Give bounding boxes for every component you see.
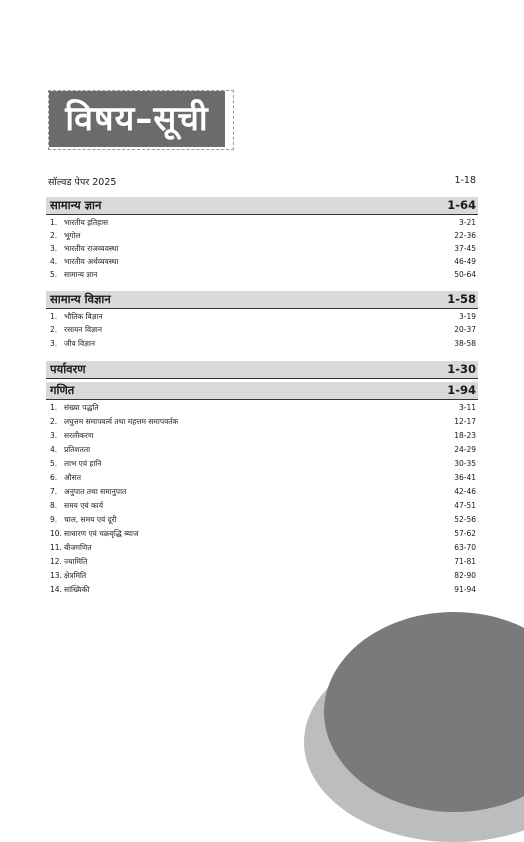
list-item (48, 555, 476, 568)
item-pages: 3-21 (458, 218, 476, 227)
list-item (48, 242, 476, 255)
section-name: गणित (50, 383, 75, 397)
item-pages: 57-62 (454, 529, 476, 538)
item-label: भारतीय अर्थव्यवस्था (64, 257, 119, 266)
section-range: 1-58 (447, 292, 476, 306)
item-number: 1. (50, 403, 58, 412)
list-item (48, 268, 476, 281)
section-name: सामान्य विज्ञान (50, 292, 111, 306)
list-item (48, 499, 476, 512)
item-label: चाल, समय एवं दूरी (64, 515, 117, 524)
page-title: विषय–सूची (49, 91, 225, 147)
item-label: सरलीकरण (64, 431, 94, 440)
item-label: साधारण एवं चक्रवृद्धि ब्याज (64, 529, 139, 538)
item-pages: 20-37 (454, 325, 476, 334)
list-item (48, 216, 476, 229)
item-number: 9. (50, 515, 58, 524)
item-label: भौतिक विज्ञान (64, 312, 103, 321)
item-label: औसत (64, 473, 82, 482)
solved-paper-row (48, 175, 476, 189)
list-item (48, 471, 476, 484)
list-item (48, 541, 476, 554)
item-number: 13. (50, 571, 62, 580)
solved-paper-label: सॉल्वड पेपर 2025 (48, 177, 117, 188)
item-pages: 52-56 (454, 515, 476, 524)
item-number: 6. (50, 473, 58, 482)
item-pages: 71-81 (454, 557, 476, 566)
item-label: अनुपात तथा समानुपात (64, 487, 127, 496)
list-item (48, 443, 476, 456)
section-range: 1-30 (447, 362, 476, 376)
item-pages: 82-90 (454, 571, 476, 580)
list-item (48, 337, 476, 350)
item-label: ज्यामिति (64, 557, 88, 566)
item-number: 14. (50, 585, 62, 594)
item-pages: 3-11 (458, 403, 476, 412)
list-item (48, 229, 476, 242)
solved-paper-pages: 1-18 (454, 175, 476, 186)
item-pages: 36-41 (454, 473, 476, 482)
item-number: 3. (50, 339, 58, 348)
item-number: 5. (50, 270, 58, 279)
item-pages: 42-46 (454, 487, 476, 496)
item-label: क्षेत्रमिति (64, 571, 87, 580)
item-label: भूगोल (64, 231, 81, 240)
item-number: 2. (50, 231, 58, 240)
list-item (48, 401, 476, 414)
item-label: प्रतिशतता (64, 445, 91, 454)
item-pages: 18-23 (454, 431, 476, 440)
item-label: भारतीय राजव्यवस्था (64, 244, 119, 253)
list-item (48, 485, 476, 498)
item-number: 2. (50, 417, 58, 426)
item-label: लाभ एवं हानि (64, 459, 102, 468)
item-label: संख्या पद्धति (64, 403, 99, 412)
list-item (48, 310, 476, 323)
item-pages: 38-58 (454, 339, 476, 348)
item-label: समय एवं कार्य (64, 501, 104, 510)
list-item (48, 527, 476, 540)
item-pages: 91-94 (454, 585, 476, 594)
section-header-general-science (46, 291, 478, 309)
item-number: 3. (50, 431, 58, 440)
item-pages: 3-19 (458, 312, 476, 321)
item-pages: 50-64 (454, 270, 476, 279)
item-label: सांख्यिकी (64, 585, 90, 594)
item-number: 12. (50, 557, 62, 566)
item-number: 7. (50, 487, 58, 496)
item-number: 1. (50, 218, 58, 227)
item-pages: 22-36 (454, 231, 476, 240)
item-label: लघुत्तम समापवर्त्य तथा महत्तम समापवर्तक (64, 417, 179, 426)
item-number: 10. (50, 529, 62, 538)
item-label: सामान्य ज्ञान (64, 270, 98, 279)
item-pages: 63-70 (454, 543, 476, 552)
title-frame (48, 90, 234, 150)
section-name: सामान्य ज्ञान (50, 198, 102, 212)
list-item (48, 457, 476, 470)
section-range: 1-64 (447, 198, 476, 212)
section-header-environment (46, 361, 478, 379)
section-range: 1-94 (447, 383, 476, 397)
item-number: 3. (50, 244, 58, 253)
item-number: 5. (50, 459, 58, 468)
item-pages: 24-29 (454, 445, 476, 454)
item-label: जीव विज्ञान (64, 339, 96, 348)
list-item (48, 323, 476, 336)
item-number: 4. (50, 257, 58, 266)
section-header-mathematics (46, 382, 478, 400)
list-item (48, 429, 476, 442)
item-pages: 30-35 (454, 459, 476, 468)
item-number: 8. (50, 501, 58, 510)
list-item (48, 583, 476, 596)
section-header-general-knowledge (46, 197, 478, 215)
list-item (48, 569, 476, 582)
item-pages: 46-49 (454, 257, 476, 266)
item-number: 11. (50, 543, 62, 552)
item-pages: 12-17 (454, 417, 476, 426)
item-number: 1. (50, 312, 58, 321)
list-item (48, 255, 476, 268)
item-number: 4. (50, 445, 58, 454)
item-pages: 37-45 (454, 244, 476, 253)
section-name: पर्यावरण (50, 362, 86, 376)
item-label: रसायन विज्ञान (64, 325, 103, 334)
item-label: भारतीय इतिहास (64, 218, 109, 227)
item-number: 2. (50, 325, 58, 334)
list-item (48, 513, 476, 526)
item-label: बीजगणित (64, 543, 92, 552)
item-pages: 47-51 (454, 501, 476, 510)
list-item (48, 415, 476, 428)
